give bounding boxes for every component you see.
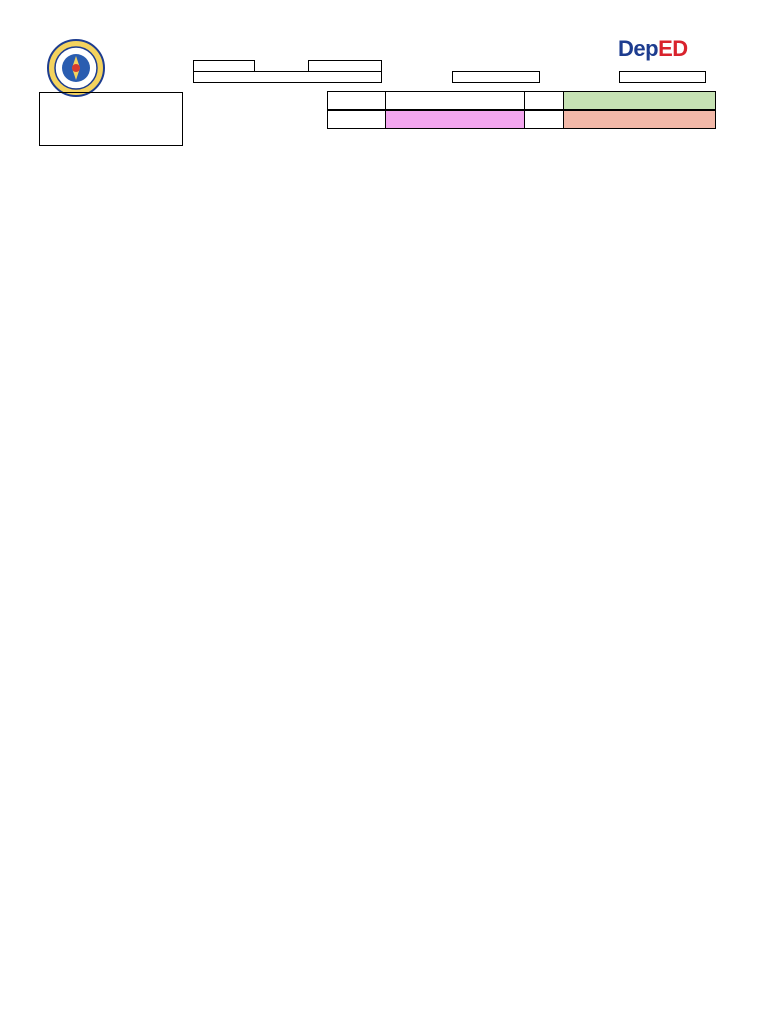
- deped-logo: DepED: [618, 36, 688, 61]
- school-id-field[interactable]: [452, 71, 540, 83]
- teacher-label: [327, 91, 386, 110]
- subject-label: [524, 91, 564, 110]
- subject-field[interactable]: [563, 91, 716, 110]
- track-field[interactable]: [563, 110, 716, 129]
- learners-header: [39, 92, 183, 146]
- deped-seal-icon: [46, 38, 106, 98]
- semester-label: [327, 110, 386, 129]
- semester-field[interactable]: [385, 110, 525, 129]
- teacher-field[interactable]: [385, 91, 525, 110]
- track-label: [524, 110, 564, 129]
- school-year-field[interactable]: [619, 71, 706, 83]
- school-name-field[interactable]: [193, 71, 382, 83]
